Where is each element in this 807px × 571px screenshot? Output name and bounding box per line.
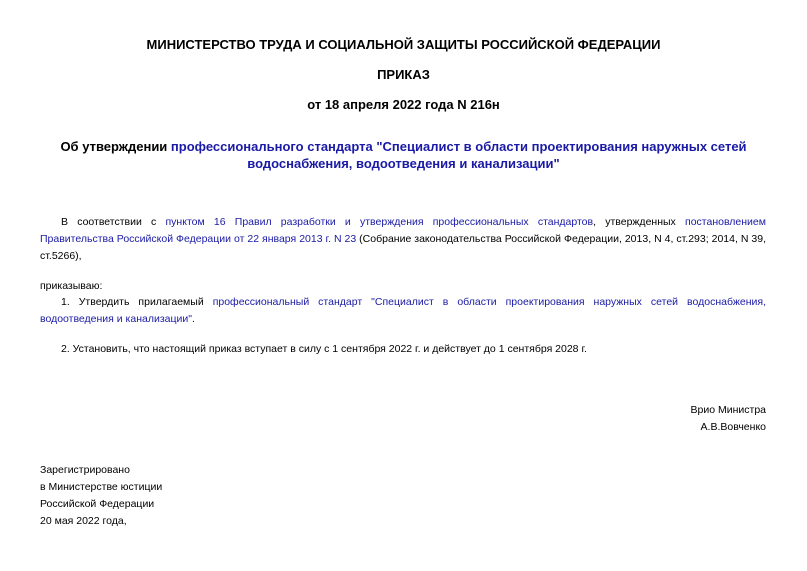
order-subject	[40, 138, 767, 172]
registration-line-3: Российской Федерации	[40, 498, 155, 510]
signatory-name: А.В.Вовченко	[700, 421, 766, 433]
subject-standard-link[interactable]: профессионального стандарта "Специалист в области проектирования наружных сетей водоснабжения, водоотведения и канализации"	[170, 139, 747, 171]
item-1-paragraph	[40, 294, 766, 328]
preamble-text-2: , утвержденных	[593, 216, 686, 228]
preamble-paragraph	[40, 214, 766, 265]
professional-standard-link[interactable]: профессиональный стандарт "Специалист в области проектирования наружных сетей водоснабжения, водоотведения и канализации"	[40, 296, 766, 325]
signature-block	[691, 402, 766, 436]
preamble-text-3: (Собрание законодательства Российской Федерации, 2013, N 4, ст.293; 2014, N 39, ст.5266),	[40, 233, 767, 262]
government-decree-link[interactable]: постановлением Правительства Российской Федерации от 22 января 2013 г. N 23	[40, 216, 766, 245]
registration-date: 20 мая 2022 года,	[40, 515, 127, 527]
preamble-text-1: В соответствии с	[61, 216, 166, 228]
item-1-ending: .	[191, 313, 195, 325]
registration-line-1: Зарегистрировано	[40, 464, 130, 476]
item-1-text: 1. Утвердить прилагаемый	[61, 296, 213, 308]
signatory-title: Врио Министра	[690, 404, 766, 416]
order-label: приказываю:	[40, 280, 103, 292]
order-date: от 18 апреля 2022 года N 216н	[307, 97, 500, 112]
order-heading: ПРИКАЗ	[377, 67, 430, 82]
registration-block	[40, 462, 162, 530]
ministry-title: МИНИСТЕРСТВО ТРУДА И СОЦИАЛЬНОЙ ЗАЩИТЫ РОССИЙСКОЙ ФЕДЕРАЦИИ	[146, 37, 661, 52]
registration-line-2: в Министерстве юстиции	[40, 481, 163, 493]
item-2-paragraph: 2. Установить, что настоящий приказ вступает в силу с 1 сентября 2022 г. и действует до 1 сентября 2028 г.	[61, 343, 587, 355]
rules-clause-link[interactable]: пунктом 16 Правил разработки и утверждения профессиональных стандартов	[165, 216, 594, 228]
subject-prefix: Об утверждении	[60, 139, 171, 154]
